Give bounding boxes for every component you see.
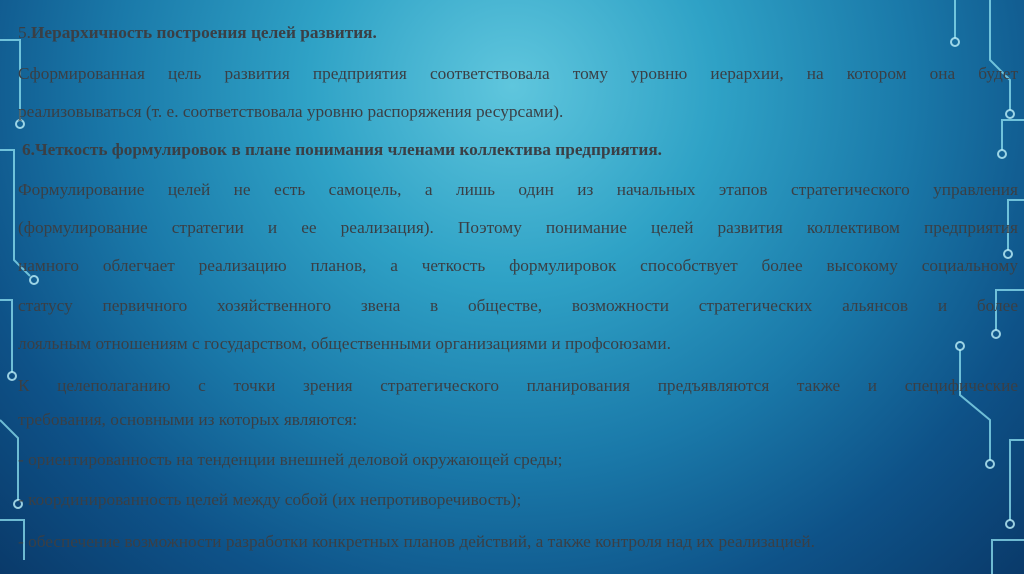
- paragraph-2-line-2: (формулирование стратегии и ее реализация). Поэтому понимание целей развития коллективом предприятия: [18, 218, 1018, 237]
- paragraph-2-line-3: намного облегчает реализацию планов, а четкость формулировок способствует более высокому социальному: [18, 256, 1018, 275]
- heading-5-number: 5.: [18, 23, 31, 42]
- heading-5-title: Иерархичность построения целей развития.: [30, 23, 377, 42]
- bullet-item-2: - координированность целей между собой (их непротиворечивость);: [18, 490, 522, 509]
- paragraph-2-line-5: лояльным отношениям с государством, общественными организациями и профсоюзами.: [18, 334, 671, 353]
- paragraph-1-line-2: реализовываться (т. е. соответствовала уровню распоряжения ресурсами).: [18, 102, 564, 121]
- paragraph-2-line-1: Формулирование целей не есть самоцель, а лишь один из начальных этапов стратегического управления: [18, 180, 1018, 199]
- paragraph-1-line-1: Сформированная цель развития предприятия соответствовала тому уровню иерархии, на котором она будет: [18, 64, 1018, 83]
- paragraph-3-line-1: К целеполаганию с точки зрения стратегического планирования предъявляются также и специфические: [18, 376, 1018, 395]
- bullet-item-1: - ориентированность на тенденции внешней деловой окружающей среды;: [18, 450, 563, 469]
- heading-6: 6.Четкость формулировок в плане понимания членами коллектива предприятия.: [22, 140, 663, 159]
- paragraph-2-line-4: статусу первичного хозяйственного звена в обществе, возможности стратегических альянсов и более: [18, 296, 1018, 315]
- bullet-item-3: - обеспечение возможности разработки конкретных планов действий, а также контроля над их реализацией.: [18, 532, 815, 551]
- heading-5: [18, 23, 377, 43]
- paragraph-3-line-2: требования, основными из которых являются:: [18, 410, 358, 429]
